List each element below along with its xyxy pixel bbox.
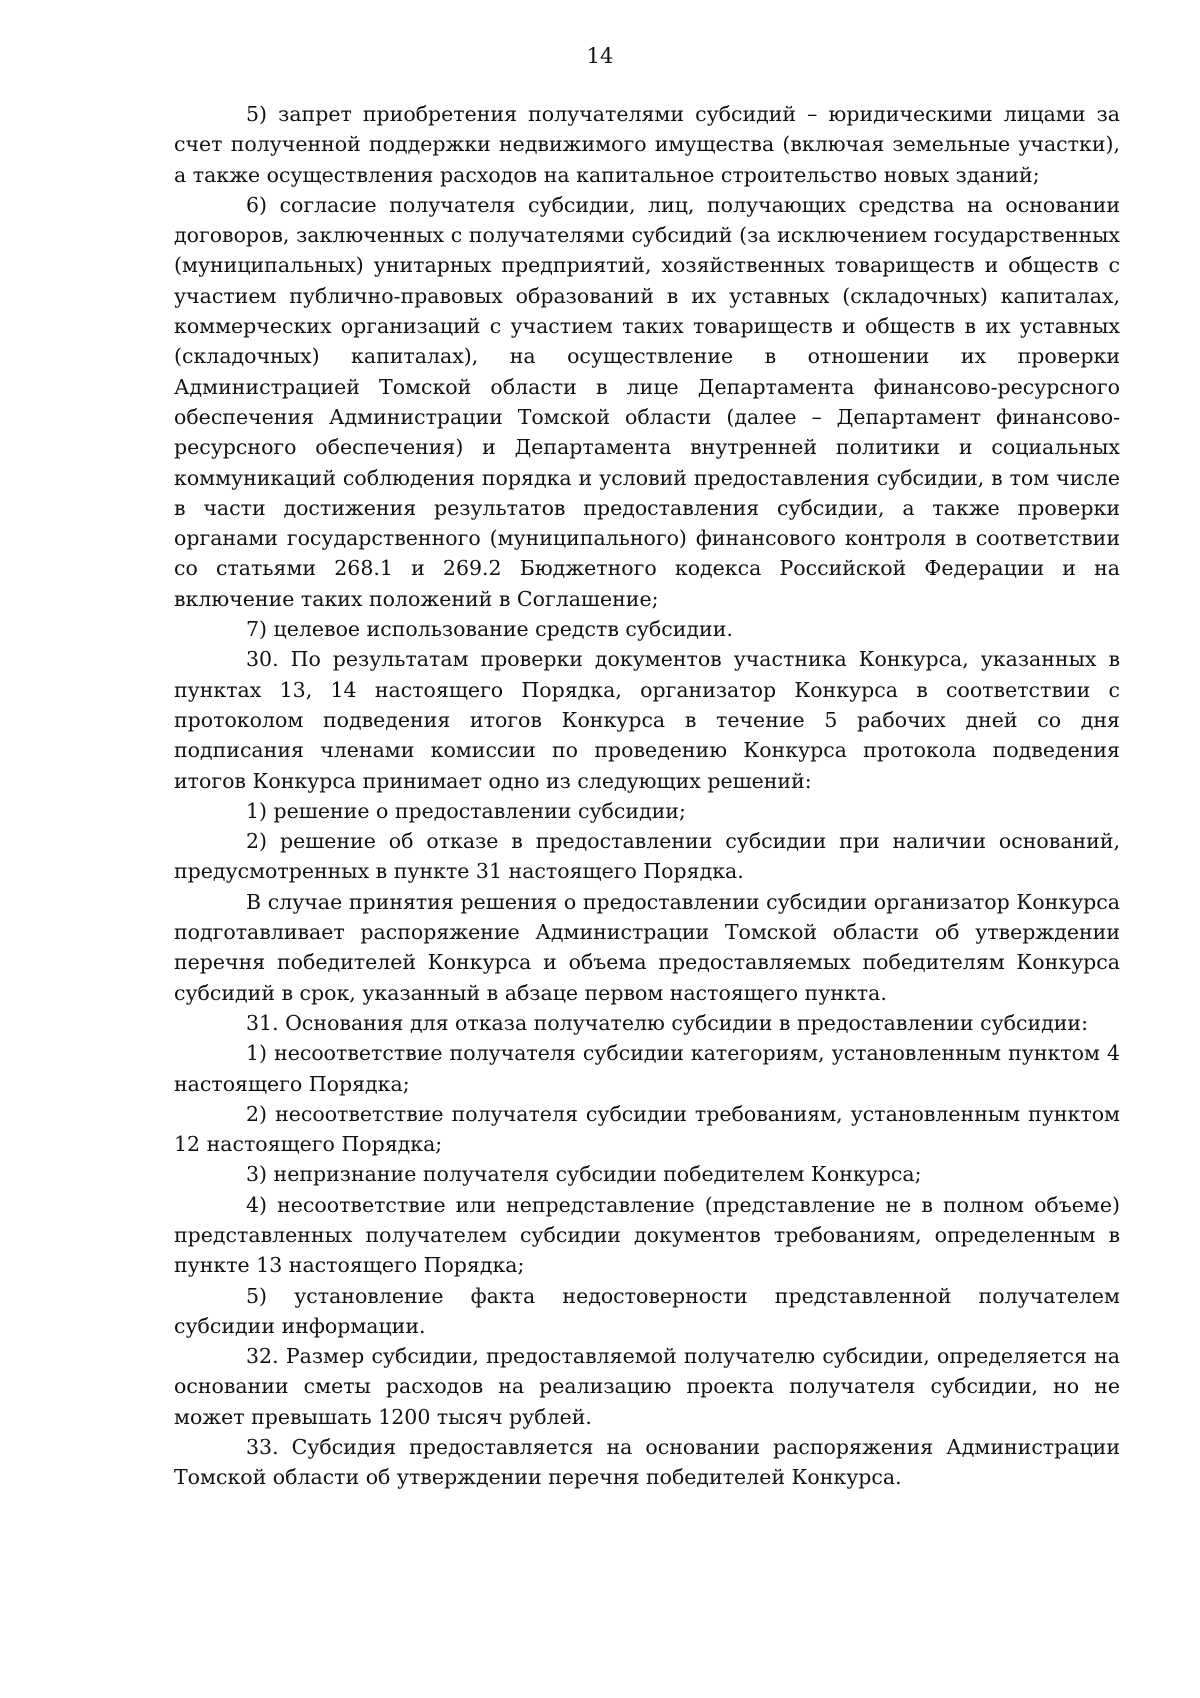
page-number: 14	[586, 44, 614, 68]
paragraph-31-ground-1: 1) несоответствие получателя субсидии категориям, установленным пунктом 4 настоящего Порядка;	[174, 1041, 1120, 1096]
paragraph-31-ground-3: 3) непризнание получателя субсидии победителем Конкурса;	[246, 1162, 922, 1187]
paragraph-5-purchase-ban: 5) запрет приобретения получателями субсидий – юридическими лицами за счет полученной поддержки недвижимого имущества (включая земельные участки), а также осуществления расходов на капитальное строительство новых зданий;	[174, 102, 1120, 187]
paragraph-30-decision-2: 2) решение об отказе в предоставлении субсидии при наличии оснований, предусмотренных в пункте 31 настоящего Порядка.	[174, 829, 1120, 884]
paragraph-7-targeted-use: 7) целевое использование средств субсидии.	[246, 617, 733, 642]
document-body	[174, 99, 1120, 1493]
paragraph-31-ground-4: 4) несоответствие или непредставление (представление не в полном объеме) представленных получателем субсидии документов требованиям, определенным в пункте 13 настоящего Порядка;	[174, 1192, 1120, 1278]
paragraph-6-consent-to-audit: 6) согласие получателя субсидии, лиц, получающих средства на основании договоров, заключенных с получателями субсидий (за исключением государственных (муниципальных) унитарных предприятий, хозяйственных товариществ и обществ с участием публично-правовых образований в их уставных (складочных) капиталах, коммерческих организаций с участием таких товариществ и обществ в их уставных (складочных) капиталах), на осуществление в отношении их проверки Администрацией Томской области в лице Департамента финансово-ресурсного обеспечения Администрации Томской области (далее – Департамент финансово-ресурсного обеспечения) и Департамента внутренней политики и социальных коммуникаций соблюдения порядка и условий предоставления субсидии, в том числе в части достижения результатов предоставления субсидии, а также проверки органами государственного (муниципального) финансового контроля в соответствии со статьями 268.1 и 269.2 Бюджетного кодекса Российской Федерации и на включение таких положений в Соглашение;	[174, 192, 1120, 611]
paragraph-30-decision-1: 1) решение о предоставлении субсидии;	[246, 798, 686, 823]
paragraph-31-refusal-grounds: 31. Основания для отказа получателю субсидии в предоставлении субсидии:	[246, 1010, 1088, 1035]
paragraph-33-subsidy-basis: 33. Субсидия предоставляется на основании распоряжения Администрации Томской области об утверждении перечня победителей Конкурса.	[174, 1435, 1120, 1490]
paragraph-30-approval-order: В случае принятия решения о предоставлении субсидии организатор Конкурса подготавливает распоряжение Администрации Томской области об утверждении перечня победителей Конкурса и объема предоставляемых победителям Конкурса субсидий в срок, указанный в абзаце первом настоящего пункта.	[174, 889, 1120, 1005]
paragraph-31-ground-2: 2) несоответствие получателя субсидии требованиям, установленным пунктом 12 настоящего Порядка;	[174, 1101, 1120, 1157]
paragraph-30-decisions: 30. По результатам проверки документов участника Конкурса, указанных в пунктах 13, 14 настоящего Порядка, организатор Конкурса в соответствии с протоколом подведения итогов Конкурса в течение 5 рабочих дней со дня подписания членами комиссии по проведению Конкурса протокола подведения итогов Конкурса принимает одно из следующих решений:	[174, 647, 1120, 793]
paragraph-32-subsidy-amount: 32. Размер субсидии, предоставляемой получателю субсидии, определяется на основании сметы расходов на реализацию проекта получателя субсидии, но не может превышать 1200 тысяч рублей.	[174, 1344, 1120, 1429]
paragraph-31-ground-5: 5) установление факта недостоверности представленной получателем субсидии информации.	[174, 1283, 1120, 1338]
